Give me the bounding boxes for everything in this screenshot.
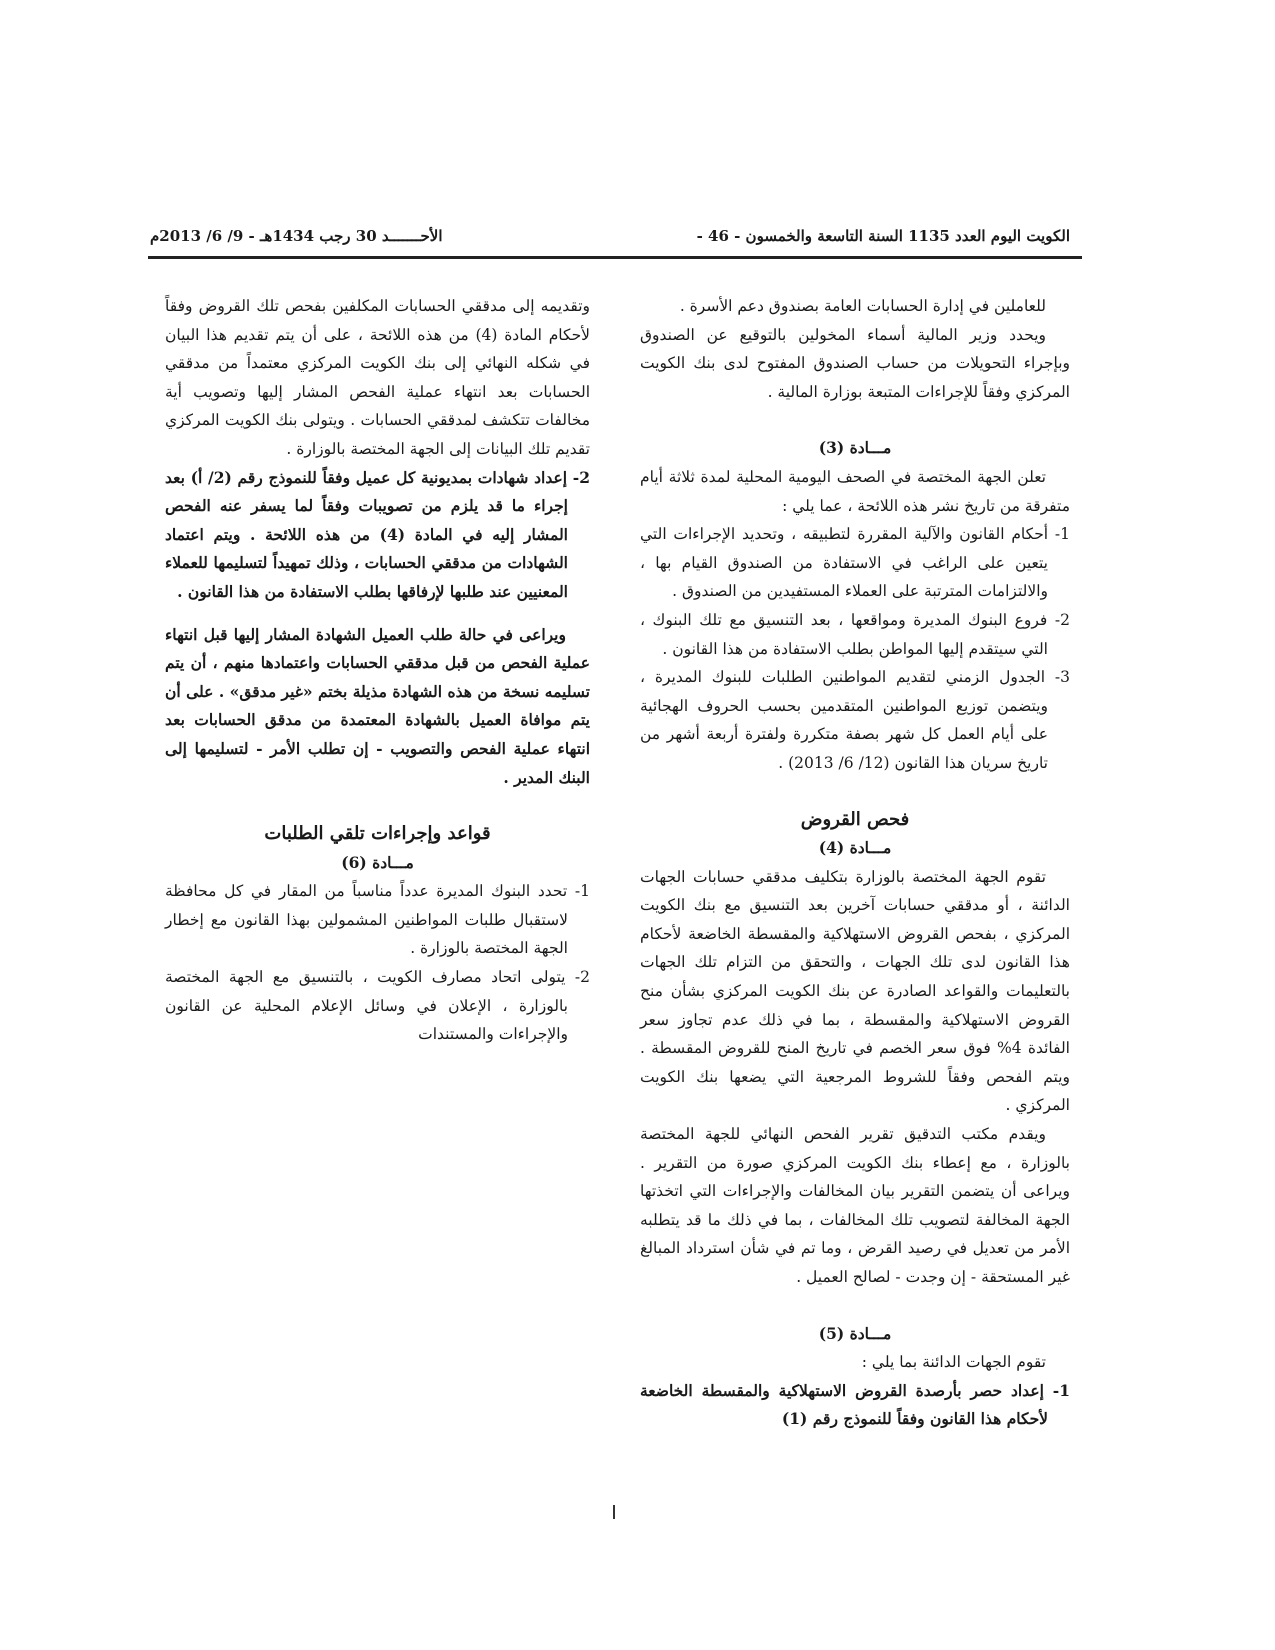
- paragraph: ويقدم مكتب التدقيق تقرير الفحص النهائي للجهة المختصة بالوزارة ، مع إعطاء بنك الكويت المركزي صورة من التقرير . ويراعى أن يتضمن التقرير بيان المخالفات والإجراءات التي اتخذتها الجهة المخالفة لتصويب تلك المخالفات ، بما في ذلك ما قد يتطلبه الأمر من تعديل في رصيد القرض ، وما تم في شأن استرداد المبالغ غير المستحقة - إن وجدت - لصالح العميل .: [640, 1125, 1070, 1286]
- list-item: 2- فروع البنوك المديرة ومواقعها ، بعد التنسيق مع تلك البنوك ، التي سيتقدم إليها المواطن بطلب الاستفادة من هذا القانون .: [640, 610, 1070, 658]
- list-item: 3- الجدول الزمني لتقديم المواطنين الطلبات للبنوك المديرة ، ويتضمن توزيع المواطنين المتقدمين بحسب الحروف الهجائية على أيام العمل كل شهر بصفة متكررة ولفترة أربعة أشهر من تاريخ سريان هذا القانون (12/ 6/ 2013) .: [640, 668, 1070, 772]
- article-3-title: مـــادة (3): [818, 438, 892, 458]
- list-item: 1- أحكام القانون والآلية المقررة لتطبيقه ، وتحديد الإجراءات التي يتعين على الراغب في الاستفادة من الصندوق القيام بها ، والالتزامات المترتبة على العملاء المستفيدين من الصندوق .: [640, 525, 1070, 601]
- paragraph: تقوم الجهات الدائنة بما يلي :: [861, 1353, 1046, 1372]
- list-item: 1- تحدد البنوك المديرة عدداً مناسباً من المقار في كل محافظة لاستقبال طلبات المواطنين المشمولين بهذا القانون مع إخطار الجهة المختصة بالوزارة .: [165, 882, 590, 958]
- column-tick-mark: [613, 1505, 615, 1519]
- paragraph: وتقديمه إلى مدققي الحسابات المكلفين بفحص تلك القروض وفقاً لأحكام المادة (4) من هذه اللائحة ، على أن يتم تقديم هذا البيان في شكله النهائي إلى بنك الكويت المركزي معتمداً من مدققي الحسابات بعد انتهاء عملية الفحص المشار إليها وتصويب أية مخالفات تتكشف لمدققي الحسابات . ويتولى بنك الكويت المركزي تقديم تلك البيانات إلى الجهة المختصة بالوزارة .: [165, 297, 590, 458]
- list-item: 2- يتولى اتحاد مصارف الكويت ، بالتنسيق مع الجهة المختصة بالوزارة ، الإعلان في وسائل الإعلام المحلية عن القانون والإجراءات والمستندات: [165, 968, 590, 1044]
- page-header: [150, 225, 1080, 253]
- paragraph: تعلن الجهة المختصة في الصحف اليومية المحلية لمدة ثلاثة أيام متفرقة من تاريخ نشر هذه اللائحة ، عما يلي :: [640, 467, 1070, 515]
- header-rule: [148, 256, 1082, 259]
- left-column: [165, 292, 590, 1049]
- article-5-title: مـــادة (5): [818, 1323, 892, 1343]
- paragraph: تقوم الجهة المختصة بالوزارة بتكليف مدققي حسابات الجهات الدائنة ، أو مدققي حسابات آخرين بعد التنسيق مع بنك الكويت المركزي ، بفحص القروض الاستهلاكية والمقسطة الخاضعة لأحكام هذا القانون لدى تلك الجهات ، والتحقق من التزام تلك الجهات بالتعليمات والقواعد الصادرة عن بنك الكويت المركزي بشأن منح القروض الاستهلاكية والمقسطة ، بما في ذلك عدم تجاوز سعر الفائدة 4% فوق سعر الخصم في تاريخ المنح للقروض المقسطة . ويتم الفحص وفقاً للشروط المرجعية التي يضعها بنك الكويت المركزي .: [640, 867, 1070, 1115]
- list-item: 1- إعداد حصر بأرصدة القروض الاستهلاكية والمقسطة الخاضعة لأحكام هذا القانون وفقاً للنموذج رقم (1): [640, 1380, 1070, 1429]
- list-item: 2- إعداد شهادات بمديونية كل عميل وفقاً للنموذج رقم (2/ أ) بعد إجراء ما قد يلزم من تصويبات وفقاً لما يسفر عنه الفحص المشار إليه في المادة (4) من هذه اللائحة . ويتم اعتماد الشهادات من مدققي الحسابات ، وذلك تمهيداً لتسليمها للعملاء المعنيين عند طلبها لإرفاقها بطلب الاستفادة من هذا القانون .: [165, 467, 590, 601]
- article-4-title: مـــادة (4): [818, 838, 892, 858]
- right-column: [640, 292, 1070, 1434]
- header-date: الأحـــــــد 30 رجب 1434هـ - 9/ 6/ 2013م: [150, 227, 443, 245]
- paragraph: ويحدد وزير المالية أسماء المخولين بالتوقيع عن الصندوق وبإجراء التحويلات من حساب الصندوق المفتوح لدى بنك الكويت المركزي وفقاً للإجراءات المتبعة بوزارة المالية .: [640, 325, 1070, 401]
- paragraph: ويراعى في حالة طلب العميل الشهادة المشار إليها قبل انتهاء عملية الفحص من قبل مدققي الحسابات واعتمادها منهم ، أن يتم تسليمه نسخة من هذه الشهادة مذيلة بختم «غير مدقق» . على أن يتم موافاة العميل بالشهادة المعتمدة من مدقق الحسابات بعد انتهاء عملية الفحص والتصويب - إن تطلب الأمر - لتسليمها إلى البنك المدير .: [165, 624, 590, 787]
- header-issue-info: الكويت اليوم العدد 1135 السنة التاسعة والخمسون - 46 -: [696, 227, 1070, 245]
- article-6-title: مـــادة (6): [341, 852, 414, 872]
- section-title-requests: قواعد وإجراءات تلقي الطلبات: [264, 823, 491, 845]
- section-title-loans: فحص القروض: [800, 808, 910, 830]
- paragraph: للعاملين في إدارة الحسابات العامة بصندوق دعم الأسرة .: [679, 297, 1046, 315]
